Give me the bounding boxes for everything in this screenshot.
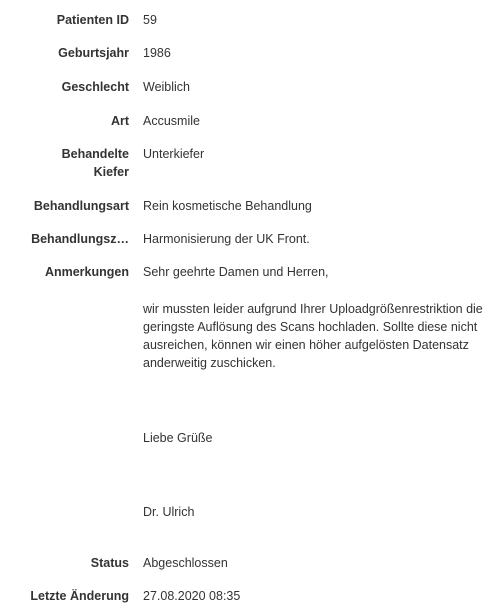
notes-body: wir mussten leider aufgrund Ihrer Uploadgrößenrestriktion die geringste Auflösung des Scans hochladen. Sollte diese nicht ausreichen, können wir einen höher aufgelösten Datensatz anderweitig zuschicken. xyxy=(143,302,483,370)
notes-signature: Dr. Ulrich xyxy=(143,505,195,519)
jaw-label: Behandelte Kiefer xyxy=(61,147,129,179)
birth-year-value: 1986 xyxy=(143,46,171,60)
gender-label: Geschlecht xyxy=(61,80,129,94)
notes-label: Anmerkungen xyxy=(44,265,129,279)
patient-id-value: 59 xyxy=(143,13,157,27)
gender-value: Weiblich xyxy=(143,80,191,94)
birth-year-label: Geburtsjahr xyxy=(58,46,129,60)
type-value: Accusmile xyxy=(143,114,200,128)
notes-greeting: Sehr geehrte Damen und Herren, xyxy=(143,265,329,279)
status-label: Status xyxy=(90,556,129,570)
treatment-goal-value: Harmonisierung der UK Front. xyxy=(143,232,310,246)
treatment-type-value: Rein kosmetische Behandlung xyxy=(143,199,312,213)
notes-closing: Liebe Grüße xyxy=(143,431,213,445)
patient-id-label: Patienten ID xyxy=(56,13,129,27)
treatment-type-label: Behandlungsart xyxy=(33,199,129,213)
type-label: Art xyxy=(110,114,129,128)
last-modified-label: Letzte Änderung xyxy=(30,589,129,603)
last-modified-value: 27.08.2020 08:35 xyxy=(143,589,241,603)
jaw-value: Unterkiefer xyxy=(143,147,205,161)
status-value: Abgeschlossen xyxy=(143,556,228,570)
treatment-goal-label: Behandlungsz… xyxy=(31,232,129,246)
